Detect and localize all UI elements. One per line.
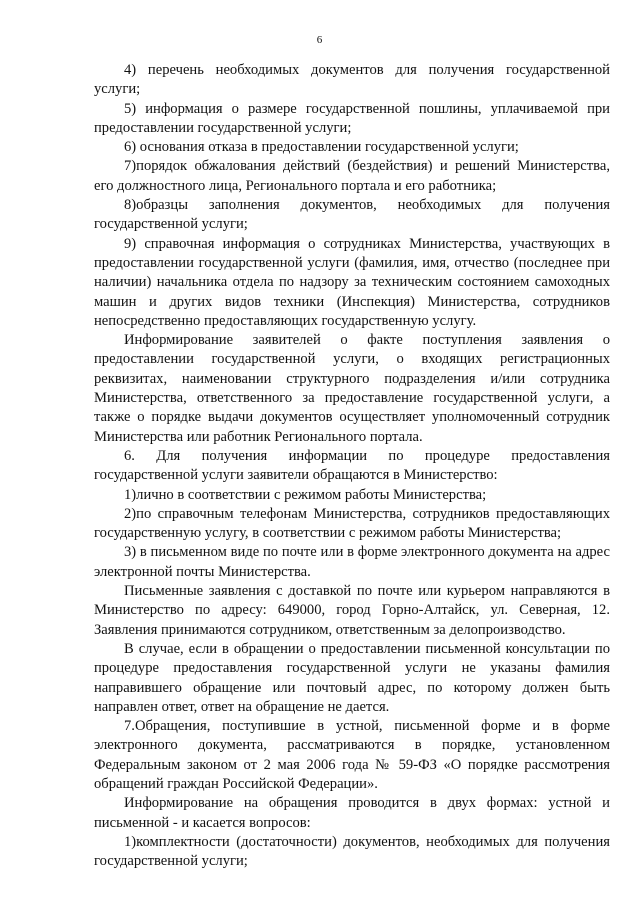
document-body <box>94 61 610 871</box>
paragraph-applicant-informing: Информирование заявителей о факте поступления заявления о предоставлении государственной услуги, о входящих регистрационных реквизитах, наименовании структурного подразделения и/или сотрудника Министерства, ответственного за предоставление государственной услуги, а также о порядке выдачи документов осуществляет уполномоченный сотрудник Министерства или работник Регионального портала. <box>94 332 610 445</box>
paragraph-section-6: 6. Для получения информации по процедуре предоставления государственной услуги заявители обращаются в Министерство: <box>94 447 610 484</box>
paragraph-no-reply-conditions: В случае, если в обращении о предоставлении письменной консультации по процедуре предоставления государственной услуги не указаны фамилия направившего обращение или почтовый адрес, по которому должен быть направлен ответ, ответ на обращение не дается. <box>94 640 610 715</box>
paragraph-item-6-refusal-grounds: 6) основания отказа в предоставлении государственной услуги; <box>124 139 519 156</box>
paragraph-item-9-staff-reference: 9) справочная информация о сотрудниках Министерства, участвующих в предоставлении государственной услуги (фамилия, имя, отчество (последнее при наличии) начальника отдела по надзору за техническим состоянием самоходных машин и других видов техники (Инспекция) Министерства, сотрудников непосредственно предоставляющих государственную услугу. <box>94 235 610 329</box>
paragraph-contact-in-person: 1)лично в соответствии с режимом работы Министерства; <box>124 486 487 503</box>
paragraph-item-7-appeal-procedure: 7)порядок обжалования действий (бездействия) и решений Министерства, его должностного лица, Регионального портала и его работника; <box>94 158 610 194</box>
paragraph-informing-forms: Информирование на обращения проводится в двух формах: устной и письменной - и касается вопросов: <box>94 795 610 831</box>
page-number: 6 <box>316 34 323 46</box>
paragraph-contact-phone: 2)по справочным телефонам Министерства, сотрудников предоставляющих государственную услугу, в соответствии с режимом работы Министерства; <box>94 505 610 542</box>
paragraph-item-1-completeness: 1)комплектности (достаточности) документов, необходимых для получения государственной услуги; <box>94 833 610 870</box>
paragraph-item-5-state-fee: 5) информация о размере государственной пошлины, уплачиваемой при предоставлении государственной услуги; <box>94 100 610 136</box>
paragraph-contact-written: 3) в письменном виде по почте или в форме электронного документа на адрес электронной почты Министерства. <box>94 544 610 580</box>
paragraph-section-7: 7.Обращения, поступившие в устной, письменной форме и в форме электронного документа, рассматриваются в порядке, установленном Федеральным законом от 2 мая 2006 года № 59-ФЗ «О порядке рассмотрения обращений граждан Российской Федерации». <box>94 718 610 792</box>
paragraph-item-4-required-documents: 4) перечень необходимых документов для получения государственной услуги; <box>94 62 610 98</box>
paragraph-postal-address: Письменные заявления с доставкой по почте или курьером направляются в Министерство по адресу: 649000, город Горно-Алтайск, ул. Северная, 12. Заявления принимаются сотрудником, ответственным за делопроизводство. <box>94 583 610 638</box>
paragraph-item-8-form-samples: 8)образцы заполнения документов, необходимых для получения государственной услуги; <box>94 197 610 233</box>
